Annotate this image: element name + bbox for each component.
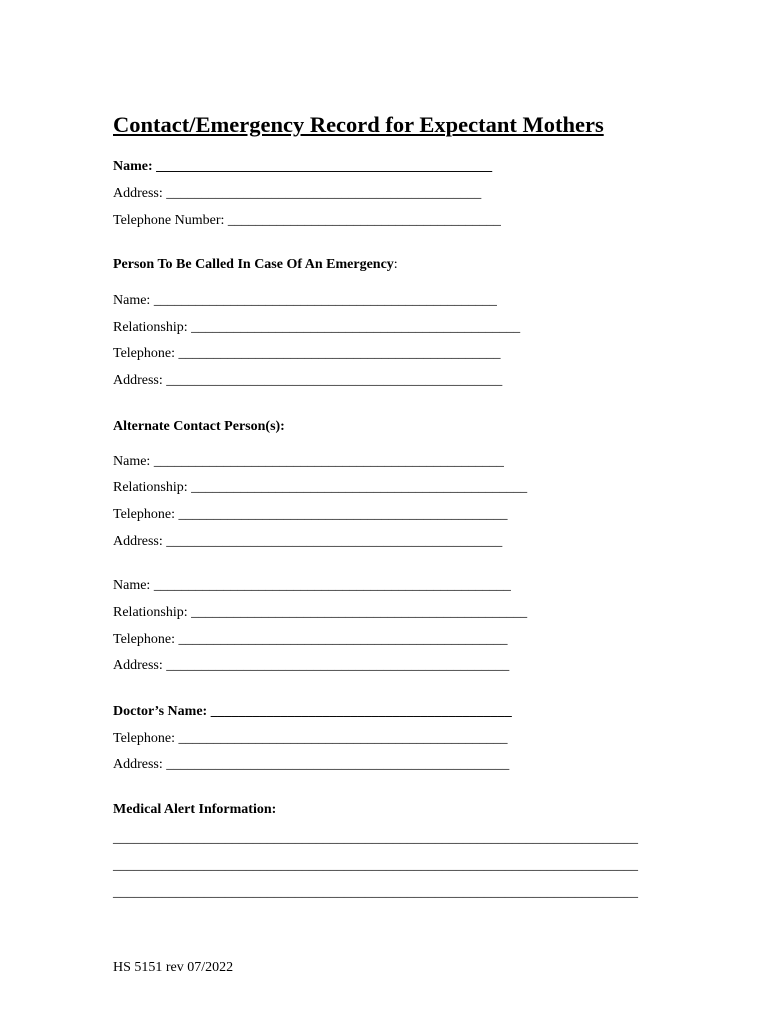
medical-line-2[interactable]: ___________________________________________________________________________ <box>113 858 638 873</box>
emergency-relationship-field[interactable]: Relationship: _______________________________________________ <box>113 320 521 335</box>
doctor-name-field[interactable]: Doctor’s Name: ___________________________________________ <box>113 704 512 719</box>
alternate-contact-1-address-field[interactable]: Address: ________________________________________________ <box>113 534 503 549</box>
alternate-contact-1-relationship-field[interactable]: Relationship: ________________________________________________ <box>113 480 528 495</box>
alternate-contact-2-relationship-field[interactable]: Relationship: ________________________________________________ <box>113 605 528 620</box>
page-title: Contact/Emergency Record for Expectant Mothers <box>113 112 604 137</box>
alternate-contact-2-telephone-field[interactable]: Telephone: _______________________________________________ <box>113 632 508 647</box>
emergency-address-field[interactable]: Address: ________________________________________________ <box>113 373 503 388</box>
emergency-heading-text: Person To Be Called In Case Of An Emergency <box>113 257 394 272</box>
form-footer: HS 5151 rev 07/2022 <box>113 960 234 975</box>
emergency-telephone-field[interactable]: Telephone: ______________________________________________ <box>113 346 501 361</box>
alternate-contact-2-address-field[interactable]: Address: _________________________________________________ <box>113 658 510 673</box>
doctor-address-field[interactable]: Address: _________________________________________________ <box>113 757 510 772</box>
alternate-contact-1-name-field[interactable]: Name: __________________________________________________ <box>113 454 504 469</box>
medical-heading: Medical Alert Information: <box>113 802 277 817</box>
patient-address-field[interactable]: Address: _____________________________________________ <box>113 186 482 201</box>
patient-telephone-field[interactable]: Telephone Number: _______________________________________ <box>113 213 501 228</box>
alternate-contact-2-name-field[interactable]: Name: ___________________________________________________ <box>113 578 511 593</box>
doctor-telephone-field[interactable]: Telephone: _______________________________________________ <box>113 731 508 746</box>
medical-line-3[interactable]: ___________________________________________________________________________ <box>113 885 638 900</box>
alternate-heading: Alternate Contact Person(s): <box>113 419 285 434</box>
patient-name-field[interactable]: Name: ________________________________________________ <box>113 159 493 174</box>
emergency-name-field[interactable]: Name: _________________________________________________ <box>113 293 497 308</box>
emergency-heading <box>113 258 398 272</box>
alternate-contact-1-telephone-field[interactable]: Telephone: _______________________________________________ <box>113 507 508 522</box>
medical-line-1[interactable]: ___________________________________________________________________________ <box>113 831 638 846</box>
emergency-heading-suffix: : <box>393 257 398 272</box>
